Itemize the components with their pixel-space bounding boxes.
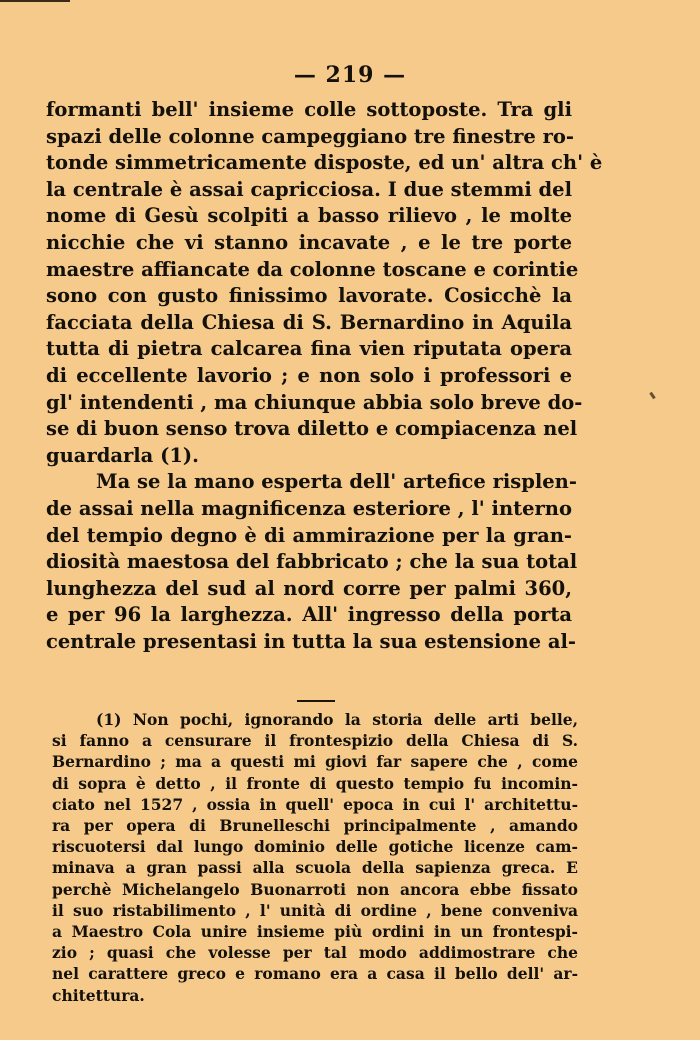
footnote xyxy=(52,709,578,1006)
text-line: tutta di pietra calcarea fina vien riputata opera xyxy=(46,337,572,361)
footnote-line: zio ; quasi che volesse per tal modo addimostrare che xyxy=(52,943,578,963)
footnote-line: ciato nel 1527 , ossia in quell' epoca in cui l' architettu- xyxy=(52,794,578,814)
text-line: la centrale è assai capricciosa. I due stemmi del xyxy=(46,177,572,201)
text-line: spazi delle colonne campeggiano tre finestre ro- xyxy=(46,124,574,148)
top-rule xyxy=(0,0,70,2)
text-line: gl' intendenti , ma chiunque abbia solo breve do- xyxy=(46,390,583,414)
footnote-line: Bernardino ; ma a questi mi giovi far sapere che , come xyxy=(52,752,578,772)
text-line: facciata della Chiesa di S. Bernardino in Aquila xyxy=(46,310,572,334)
paragraph-1 xyxy=(46,97,603,469)
page-number: — 219 — xyxy=(293,62,407,88)
footnote-line: riscuotersi dal lungo dominio delle gotiche licenze cam- xyxy=(52,837,578,857)
text-line: diosità maestosa del fabbricato ; che la sua total xyxy=(46,550,578,574)
text-line: di eccellente lavorio ; e non solo i professori e xyxy=(46,363,572,387)
text-line: formanti bell' insieme colle sottoposte. Tra gli xyxy=(46,98,572,121)
footnote-line: perchè Michelangelo Buonarroti non ancora ebbe fissato xyxy=(52,879,578,899)
footnote-line: a Maestro Cola unire insieme più ordini in un frontespi- xyxy=(52,922,578,942)
text-line: se di buon senso trova diletto e compiacenza nel xyxy=(46,417,578,441)
text-line: guardarla (1). xyxy=(46,443,199,467)
paragraph-2 xyxy=(46,469,578,655)
ink-speck xyxy=(649,392,655,399)
body-text xyxy=(46,97,603,655)
text-line: de assai nella magnificenza esteriore , l' interno xyxy=(46,496,572,520)
footnote-line: nel carattere greco e romano era a casa il bello dell' ar- xyxy=(52,964,578,984)
text-line: lunghezza del sud al nord corre per palmi 360, xyxy=(46,576,572,600)
footnote-line: (1) Non pochi, ignorando la storia delle arti belle, xyxy=(96,710,578,729)
footnote-line: il suo ristabilimento , l' unità di ordine , bene conveniva xyxy=(52,900,578,920)
footnote-line: di sopra è detto , il fronte di questo tempio fu incomin- xyxy=(52,773,578,793)
text-line: del tempio degno è di ammirazione per la gran- xyxy=(46,523,572,547)
text-line: centrale presentasi in tutta la sua estensione al- xyxy=(46,629,576,653)
text-line: nome di Gesù scolpiti a basso rilievo , le molte xyxy=(46,204,572,228)
footnote-line: chitettura. xyxy=(52,985,145,1005)
footnote-line: ra per opera di Brunelleschi principalmente , amando xyxy=(52,816,578,836)
footnote-line: si fanno a censurare il frontespizio della Chiesa di S. xyxy=(52,731,578,751)
text-line: maestre affiancate da colonne toscane e corintie xyxy=(46,257,579,281)
footnote-divider xyxy=(297,700,335,702)
text-line: Ma se la mano esperta dell' artefice risplen- xyxy=(96,470,577,494)
footnote-line: minava a gran passi alla scuola della sapienza greca. E xyxy=(52,858,578,878)
text-line: nicchie che vi stanno incavate , e le tre porte xyxy=(46,230,572,254)
text-line: e per 96 la larghezza. All' ingresso della porta xyxy=(46,603,572,627)
text-line: tonde simmetricamente disposte, ed un' altra ch' è xyxy=(46,151,603,175)
text-line: sono con gusto finissimo lavorate. Cosicchè la xyxy=(46,284,572,308)
